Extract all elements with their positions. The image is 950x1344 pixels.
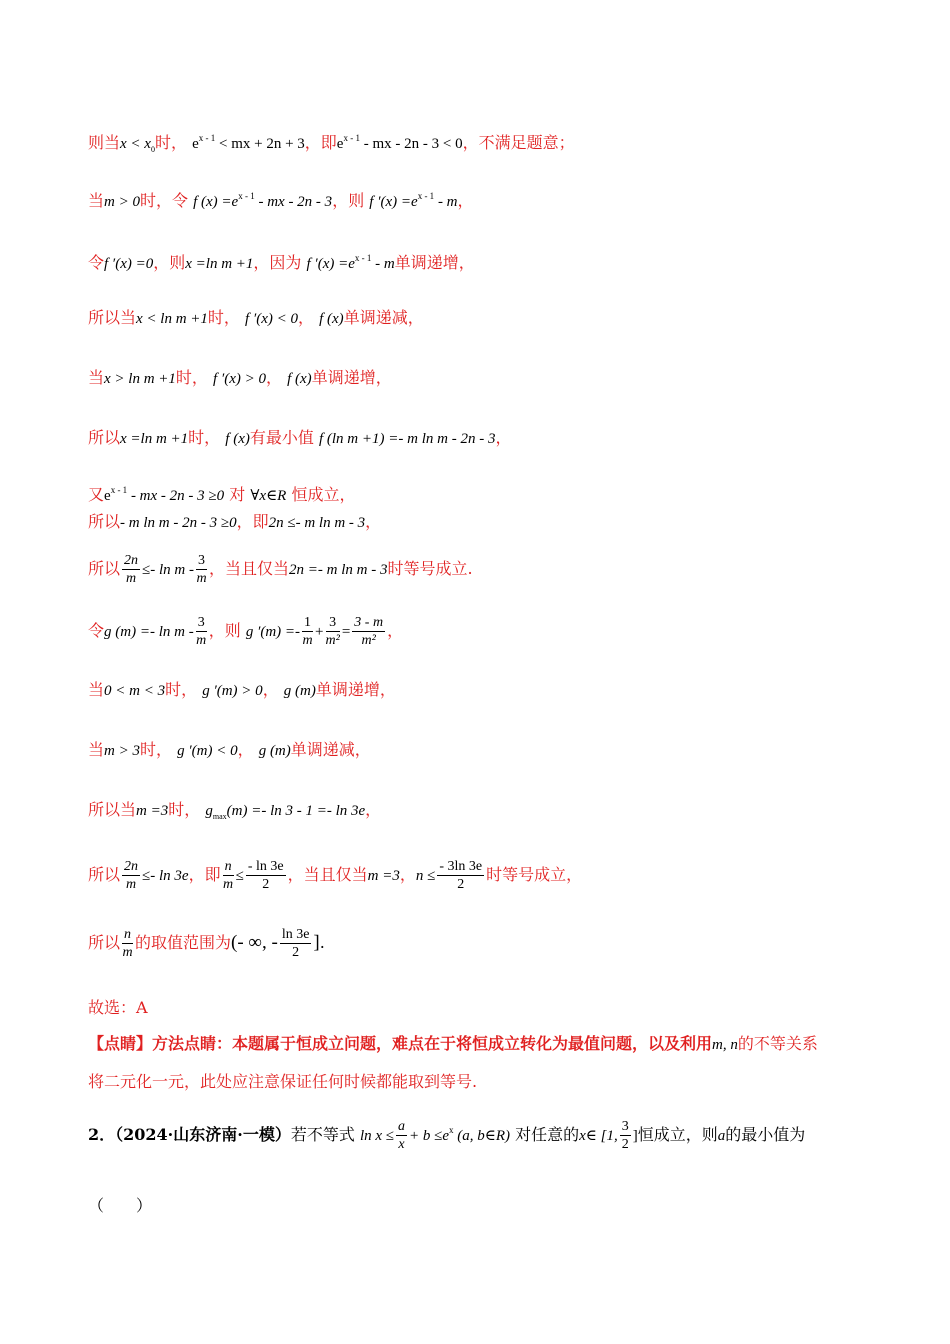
math: ≤- ln m - <box>142 562 194 578</box>
math: f $'(x) =e^{x - 1} - m$ <box>369 191 458 210</box>
math: g (m) =- ln m - <box>104 624 194 640</box>
math: f ′(x) =0 <box>104 256 154 272</box>
math: ] <box>632 1128 638 1144</box>
math: f $(x) =e^{x - 1}$ - mx - 2n - 3 <box>193 191 333 210</box>
math: $e^{x - 1}$ < mx + 2n + 3 <box>192 133 305 152</box>
math: + <box>315 624 324 640</box>
solution-line-11: 当0 < m < 3时， g ′(m) > 0， g (m)单调递增， <box>88 680 396 699</box>
answer-parentheses: （ ） <box>88 1196 153 1215</box>
math: + $b \le e^x$ (a, b∈R) <box>409 1125 511 1144</box>
fraction: $\frac{3}{m}$ <box>196 553 207 586</box>
fraction: $\frac{3}{2}$ <box>621 1119 629 1152</box>
math: f (x) <box>225 431 250 447</box>
math: x < ln m +1 <box>136 311 208 327</box>
fraction: $\frac{n}{m}$ <box>223 859 234 892</box>
math: n ≤ <box>415 868 436 884</box>
text: ，不满足题意； <box>462 133 575 152</box>
solution-line-10: 令g (m) =- ln m - $\frac{3}{m}$ ，则 g ′(m) =- $\frac{1}{m}$ + $\frac{3}{\text{m²}}$ = $\frac{3 - m}{\text{m²}}$ ， <box>88 615 404 648</box>
solution-line-7: 又$e^{x - 1}$ - mx - 2n - 3 ≥0 对 ∀x∈R 恒成立， <box>88 485 356 504</box>
solution-line-13: 所以当m =3时， $g_{max}(m) =- \ln 3 - 1 =- \ln 3e$， <box>88 800 382 821</box>
math: ≤- ln 3e <box>142 868 189 884</box>
math: 2n =- m ln m - 3 <box>289 562 388 578</box>
solution-line-9: 所以 $\frac{2n}{m}$ ≤- ln m - $\frac{3}{m}$ ，当且仅当2n =- m ln m - 3时等号成立. <box>88 553 473 586</box>
fraction: $\frac{n}{m}$ <box>122 927 133 960</box>
math: m > 0 <box>104 194 140 210</box>
math: $g_{max}(m) =- \ln 3 - 1 =- \ln 3e$ <box>205 803 366 821</box>
fraction: $\frac{3}{\text{m²}}$ <box>325 615 340 648</box>
text: 时， <box>154 133 187 152</box>
math: m =3 <box>136 803 169 819</box>
math: x∈ [1, <box>579 1128 618 1144</box>
fraction: $\frac{2n}{m}$ <box>124 553 139 586</box>
solution-line-2: 当m > 0时，令 f $(x) =e^{x - 1}$ - mx - 2n - 3，则 f $'(x) =e^{x - 1} - m$， <box>88 191 474 210</box>
math: (- ∞, - <box>231 932 278 953</box>
math: m =3 <box>367 868 400 884</box>
fraction: $\frac{1}{m}$ <box>302 615 313 648</box>
text: 则当 <box>88 133 121 152</box>
math: g ′(m) =- <box>245 624 301 640</box>
solution-line-12: 当m > 3时， g ′(m) < 0， g (m)单调递减， <box>88 740 371 759</box>
math: g (m) <box>258 743 291 759</box>
math: $e^{x - 1}$ - mx - 2n - 3 ≥0 <box>104 485 225 504</box>
math: - m ln m - 2n - 3 ≥0 <box>120 515 237 531</box>
text: ，即 <box>304 133 337 152</box>
math: x =ln m +1 <box>120 431 189 447</box>
math: g ′(m) > 0 <box>202 683 263 699</box>
math: f ′(x) > 0 <box>213 371 266 387</box>
fraction: $\frac{a}{x}$ <box>398 1119 405 1152</box>
solution-line-8: 所以- m ln m - 2n - 3 ≥0，即2n ≤- m ln m - 3， <box>88 512 382 531</box>
math: $e^{x - 1}$ - mx - 2n - 3 < 0 <box>336 133 463 152</box>
math: x =ln m +1 <box>185 256 254 272</box>
fraction: $\frac{- \ln 3e}{2}$ <box>247 859 284 892</box>
solution-line-14: 所以 $\frac{2n}{m}$ ≤- ln 3e，即 $\frac{n}{m}$ ≤ $\frac{- \ln 3e}{2}$ ，当且仅当m =3，n ≤ $\frac{- 3\ln 3e}{2}$ 时等号成立， <box>88 859 583 892</box>
fraction: $\frac{3 - m}{\text{m²}}$ <box>354 615 384 648</box>
math: $x < x_0$ <box>120 136 155 154</box>
solution-line-15: 所以 $\frac{n}{m}$ 的取值范围为(- ∞, - $\frac{\ln 3e}{2}$ ]. <box>88 927 325 960</box>
math: g ′(m) < 0 <box>177 743 238 759</box>
solution-line-4: 所以当x < ln m +1时， f ′(x) < 0， f (x)单调递减， <box>88 308 424 327</box>
math: m, n <box>712 1037 738 1053</box>
math: f (ln m +1) =- m ln m - 2n - 3 <box>318 431 496 447</box>
fraction: $\frac{3}{m}$ <box>196 615 207 648</box>
math: x > ln m +1 <box>104 371 176 387</box>
note-line-2: 将二元化一元，此处应注意保证任何时候都能取到等号. <box>88 1072 478 1091</box>
math: ] <box>313 932 320 953</box>
math: ≤ <box>235 868 244 884</box>
math: m > 3 <box>104 743 140 759</box>
math: ∀x∈R <box>250 488 287 504</box>
answer-line: 故选：A <box>88 998 148 1017</box>
question-2: 2．（2024·山东济南·一模）若不等式 ln x ≤ $\frac{a}{x}$ + $b \le e^x$ (a, b∈R) 对任意的x∈ [1, $\frac{3}{2}$ ]恒成立，则a的最小值为 <box>88 1119 806 1152</box>
math: g (m) <box>283 683 316 699</box>
math: = <box>341 624 351 640</box>
math: f $'(x) =e^{x - 1} - m$ <box>306 253 395 272</box>
solution-line-1 <box>88 128 575 160</box>
math: a <box>717 1128 726 1144</box>
math: ln x ≤ <box>359 1128 394 1144</box>
fraction: $\frac{- 3\ln 3e}{2}$ <box>439 859 483 892</box>
solution-line-5: 当x > ln m +1时， f ′(x) > 0， f (x)单调递增， <box>88 368 392 387</box>
fraction: $\frac{2n}{m}$ <box>124 859 139 892</box>
math: 2n ≤- m ln m - 3 <box>268 515 366 531</box>
math: f ′(x) < 0 <box>245 311 298 327</box>
note-line-1: 【点睛】方法点睛：本题属于恒成立问题，难点在于将恒成立转化为最值问题，以及利用m, n的不等关系 <box>88 1034 818 1053</box>
math: f (x) <box>287 371 312 387</box>
solution-line-6: 所以x =ln m +1时， f (x)有最小值 f (ln m +1) =- m ln m - 2n - 3， <box>88 428 512 447</box>
solution-line-3: 令f ′(x) =0，则x =ln m +1，因为 f $'(x) =e^{x - 1} - m$单调递增， <box>88 253 475 272</box>
math: f (x) <box>319 311 344 327</box>
fraction: $\frac{\ln 3e}{2}$ <box>281 927 310 960</box>
math: 0 < m < 3 <box>104 683 166 699</box>
